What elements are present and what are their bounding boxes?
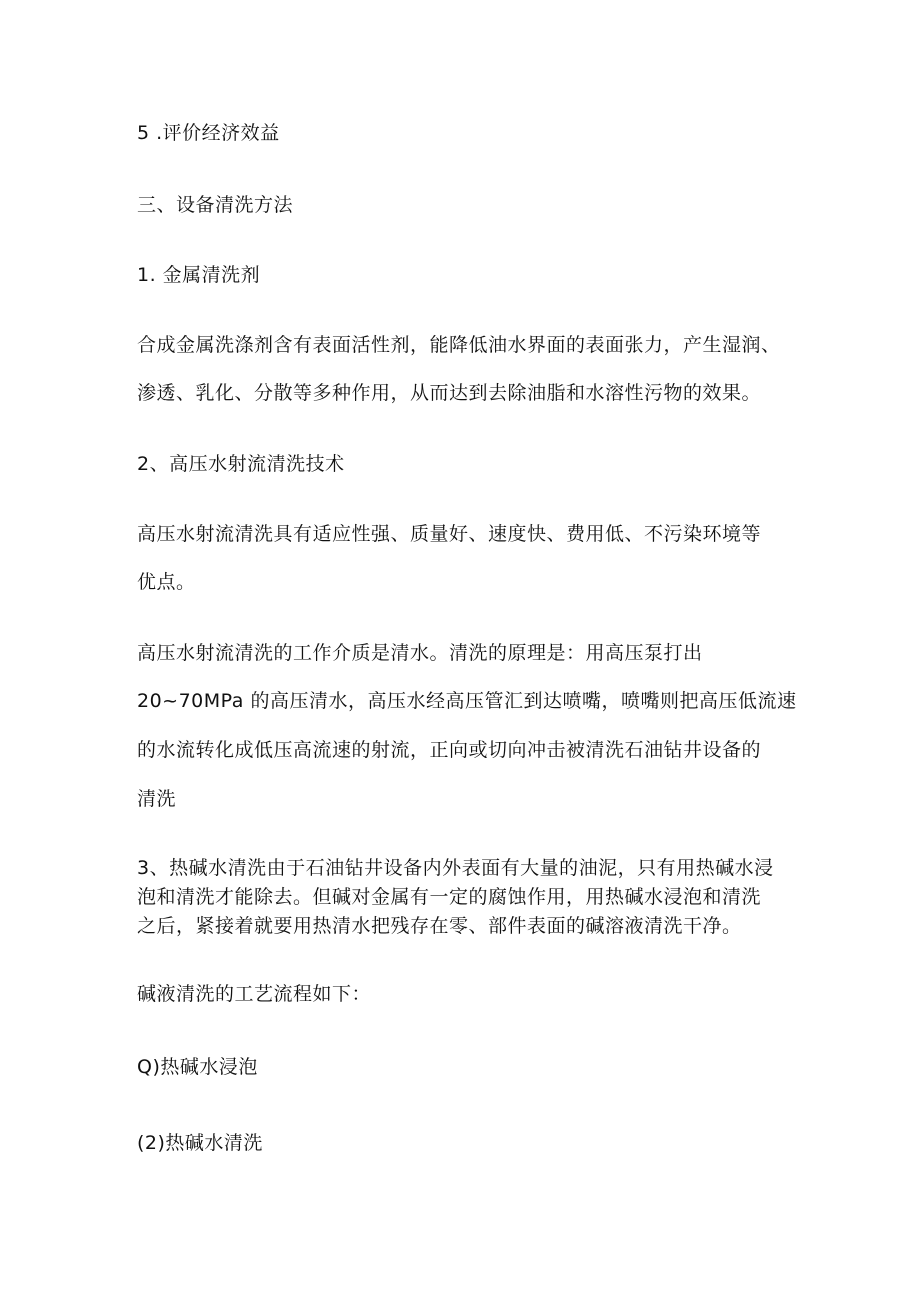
list-item-hot-alkali-wash: (2)热碱水清洗 <box>137 1132 263 1154</box>
section-heading-cleaning-methods: 三、设备清洗方法 <box>137 194 294 216</box>
paragraph-metal-cleaner-line-1: 合成金属洗涤剂含有表面活性剂，能降低油水界面的表面张力，产生湿润、 <box>137 334 781 356</box>
paragraph-metal-cleaner-line-2: 渗透、乳化、分散等多种作用，从而达到去除油脂和水溶性污物的效果。 <box>137 382 762 404</box>
paragraph-water-jet-principle-line-1: 高压水射流清洗的工作介质是清水。清洗的原理是：用高压泵打出 <box>137 642 703 664</box>
paragraph-water-jet-advantages-line-2: 优点。 <box>137 571 196 593</box>
paragraph-hot-alkali-line-2: 泡和清洗才能除去。但碱对金属有一定的腐蚀作用，用热碱水浸泡和清洗 <box>137 886 762 908</box>
paragraph-water-jet-principle-line-2: 20~70MPa 的高压清水，高压水经高压管汇到达喷嘴，喷嘴则把高压低流速 <box>137 690 797 712</box>
list-item-hot-alkali-soak: Q)热碱水浸泡 <box>137 1056 258 1078</box>
paragraph-water-jet-advantages-line-1: 高压水射流清洗具有适应性强、质量好、速度快、费用低、不污染环境等 <box>137 523 762 545</box>
section-heading-evaluate-economic-benefit: 5 .评价经济效益 <box>137 122 280 144</box>
subheading-high-pressure-water-jet: 2、高压水射流清洗技术 <box>137 453 345 475</box>
paragraph-water-jet-principle-line-4: 清洗 <box>137 788 177 810</box>
paragraph-water-jet-principle-line-3: 的水流转化成低压高流速的射流，正向或切向冲击被清洗石油钻井设备的 <box>137 739 762 761</box>
subheading-metal-cleaner: 1. 金属清洗剂 <box>137 264 261 286</box>
paragraph-hot-alkali-line-3: 之后，紧接着就要用热清水把残存在零、部件表面的碱溶液清洗干净。 <box>137 915 742 937</box>
paragraph-process-flow-intro: 碱液清洗的工艺流程如下： <box>137 983 372 1005</box>
paragraph-hot-alkali-line-1: 3、热碱水清洗由于石油钻井设备内外表面有大量的油泥，只有用热碱水浸 <box>137 857 774 879</box>
